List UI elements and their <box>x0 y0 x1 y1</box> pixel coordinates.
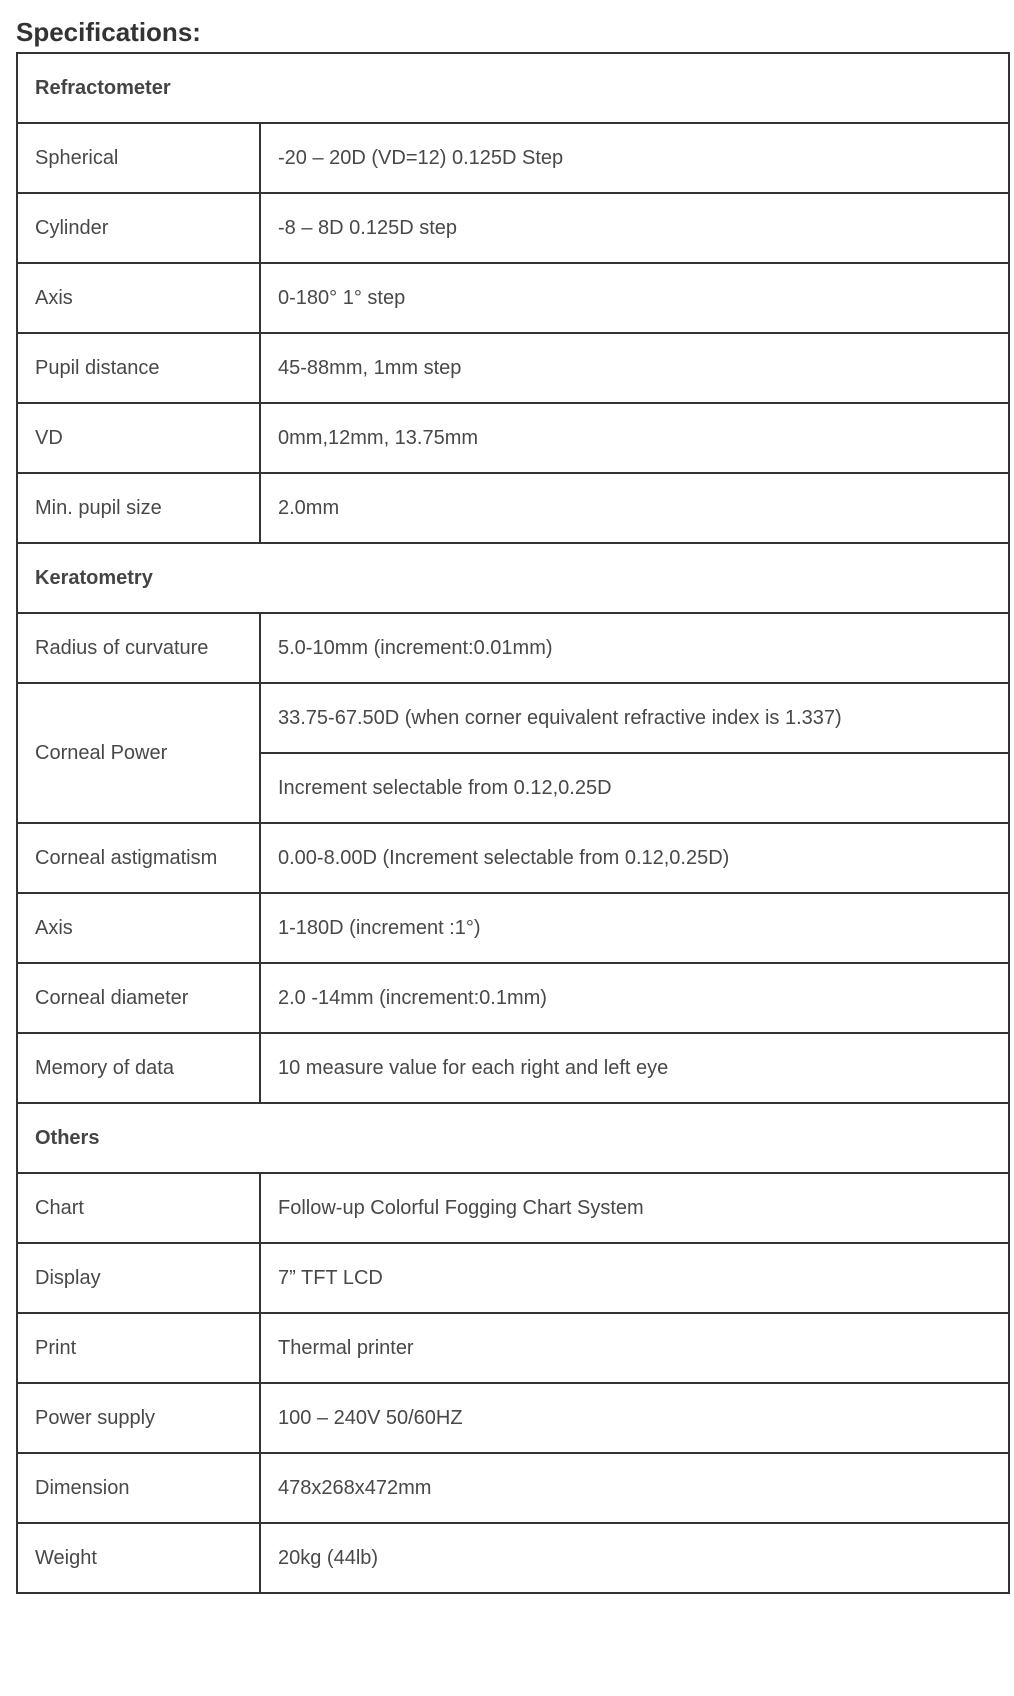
spec-row <box>17 1523 1009 1593</box>
spec-label: VD <box>17 403 260 473</box>
spec-value: Follow-up Colorful Fogging Chart System <box>260 1173 1009 1243</box>
specifications-table <box>16 52 1010 1594</box>
spec-value: 0.00-8.00D (Increment selectable from 0.12,0.25D) <box>260 823 1009 893</box>
spec-label: Axis <box>17 893 260 963</box>
spec-value: 2.0 -14mm (increment:0.1mm) <box>260 963 1009 1033</box>
section-row <box>17 53 1009 123</box>
spec-label: Power supply <box>17 1383 260 1453</box>
spec-row <box>17 613 1009 683</box>
spec-value: 5.0-10mm (increment:0.01mm) <box>260 613 1009 683</box>
spec-row <box>17 823 1009 893</box>
spec-row <box>17 123 1009 193</box>
spec-row <box>17 403 1009 473</box>
section-row <box>17 543 1009 613</box>
spec-label: Weight <box>17 1523 260 1593</box>
spec-label: Corneal Power <box>17 683 260 823</box>
spec-value: 45-88mm, 1mm step <box>260 333 1009 403</box>
section-heading: Others <box>17 1103 1009 1173</box>
spec-label: Spherical <box>17 123 260 193</box>
spec-row <box>17 1313 1009 1383</box>
spec-label: Chart <box>17 1173 260 1243</box>
section-heading: Refractometer <box>17 53 1009 123</box>
spec-label: Print <box>17 1313 260 1383</box>
section-row <box>17 1103 1009 1173</box>
spec-row <box>17 333 1009 403</box>
spec-value: 20kg (44lb) <box>260 1523 1009 1593</box>
spec-label: Min. pupil size <box>17 473 260 543</box>
spec-value: 0-180° 1° step <box>260 263 1009 333</box>
spec-value: 478x268x472mm <box>260 1453 1009 1523</box>
section-heading: Keratometry <box>17 543 1009 613</box>
spec-value: -20 – 20D (VD=12) 0.125D Step <box>260 123 1009 193</box>
spec-label: Cylinder <box>17 193 260 263</box>
spec-row <box>17 1383 1009 1453</box>
spec-row <box>17 1243 1009 1313</box>
spec-row <box>17 963 1009 1033</box>
spec-value: 7” TFT LCD <box>260 1243 1009 1313</box>
spec-value: 100 – 240V 50/60HZ <box>260 1383 1009 1453</box>
spec-value: Increment selectable from 0.12,0.25D <box>260 753 1009 823</box>
spec-value: Thermal printer <box>260 1313 1009 1383</box>
spec-row <box>17 473 1009 543</box>
spec-row <box>17 1033 1009 1103</box>
spec-value: 0mm,12mm, 13.75mm <box>260 403 1009 473</box>
spec-label: Memory of data <box>17 1033 260 1103</box>
spec-row <box>17 893 1009 963</box>
spec-row <box>17 1453 1009 1523</box>
specifications-table-body <box>17 53 1009 1593</box>
spec-value: 33.75-67.50D (when corner equivalent refractive index is 1.337) <box>260 683 1009 753</box>
spec-label: Corneal astigmatism <box>17 823 260 893</box>
spec-label: Corneal diameter <box>17 963 260 1033</box>
spec-value: 2.0mm <box>260 473 1009 543</box>
spec-row <box>17 193 1009 263</box>
page-title: Specifications: <box>16 17 201 47</box>
spec-value: 1-180D (increment :1°) <box>260 893 1009 963</box>
spec-label: Radius of curvature <box>17 613 260 683</box>
spec-label: Axis <box>17 263 260 333</box>
spec-row <box>17 1173 1009 1243</box>
spec-value: 10 measure value for each right and left eye <box>260 1033 1009 1103</box>
spec-row <box>17 683 1009 753</box>
spec-row <box>17 263 1009 333</box>
spec-label: Pupil distance <box>17 333 260 403</box>
spec-label: Display <box>17 1243 260 1313</box>
spec-value: -8 – 8D 0.125D step <box>260 193 1009 263</box>
spec-label: Dimension <box>17 1453 260 1523</box>
